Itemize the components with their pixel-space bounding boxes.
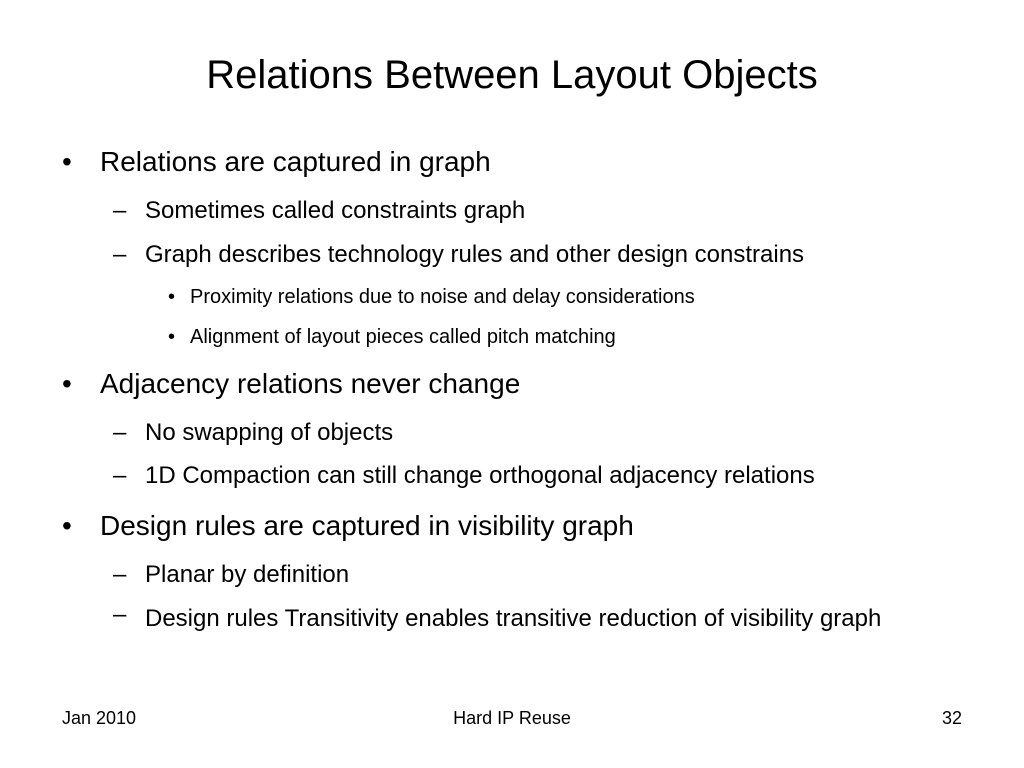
- sub-bullet-text-technology-rules: Graph describes technology rules and other design constrains: [145, 241, 805, 268]
- footer-date: Jan 2010: [62, 708, 137, 728]
- bullet-marker: •: [62, 146, 72, 177]
- sub-bullet-marker: –: [113, 197, 127, 224]
- sub-sub-bullet-text-proximity: Proximity relations due to noise and delay considerations: [190, 286, 695, 308]
- bullet-text-design-rules: Design rules are captured in visibility graph: [100, 510, 634, 541]
- sub-bullet-marker: –: [113, 601, 127, 628]
- sub-bullet-text-planar: Planar by definition: [145, 561, 350, 588]
- bullet-marker: •: [62, 510, 72, 541]
- bullet-text-adjacency: Adjacency relations never change: [100, 368, 521, 399]
- sub-bullet-marker: –: [113, 462, 127, 489]
- page-number: 32: [941, 708, 962, 728]
- sub-sub-bullet-marker: •: [168, 286, 176, 308]
- sub-bullet-text-no-swapping: No swapping of objects: [145, 419, 394, 446]
- sub-sub-bullet-text-alignment: Alignment of layout pieces called pitch matching: [190, 326, 616, 348]
- sub-bullet-text-compaction: 1D Compaction can still change orthogonal adjacency relations: [145, 462, 815, 489]
- sub-sub-bullet-marker: •: [168, 326, 176, 348]
- slide-title: Relations Between Layout Objects: [206, 53, 818, 97]
- sub-bullet-marker: –: [113, 241, 127, 268]
- sub-bullet-text-constraints-graph: Sometimes called constraints graph: [145, 197, 526, 224]
- sub-bullet-marker: –: [113, 561, 127, 588]
- sub-bullet-text-transitivity: Design rules Transitivity enables transitive reduction of visibility graph: [145, 605, 882, 632]
- footer-title: Hard IP Reuse: [453, 708, 571, 728]
- bullet-marker: •: [62, 368, 72, 399]
- sub-bullet-marker: –: [113, 419, 127, 446]
- bullet-text-relations: Relations are captured in graph: [100, 146, 491, 177]
